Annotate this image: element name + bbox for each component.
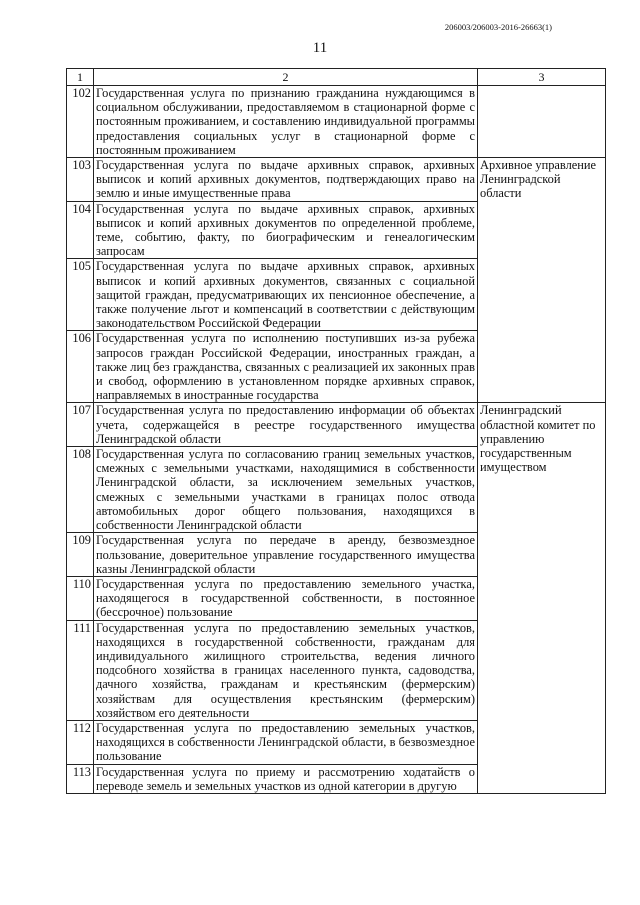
- service-description: Государственная услуга по предоставлению земельных участков, находящихся в государственной собственности, гражданам для индивидуального жилищного строительства, ведения личного подсобного хозяйства в границах населенного пункта, садоводства, дачного хозяйства, гражданам и крестьянским (фермерским) хозяйствам для осуществления крестьянским (фермерским) хозяйством его деятельности: [94, 620, 478, 720]
- header-col-3: 3: [478, 69, 606, 86]
- service-description: Государственная услуга по предоставлению земельного участка, находящегося в государственной собственности, в постоянное (бессрочное) пользование: [94, 576, 478, 620]
- row-number: 107: [67, 403, 94, 447]
- organization-property-committee: Ленинградский областной комитет по управлению государственным имуществом: [478, 403, 606, 793]
- row-number: 104: [67, 201, 94, 259]
- row-number: 111: [67, 620, 94, 720]
- row-number: 106: [67, 331, 94, 403]
- header-col-1: 1: [67, 69, 94, 86]
- service-description: Государственная услуга по выдаче архивных справок, архивных выписок и копий архивных документов, подтверждающих право на землю и иные имущественные права: [94, 158, 478, 202]
- row-number: 113: [67, 764, 94, 793]
- organization-archive: Архивное управление Ленинградской области: [478, 158, 606, 403]
- row-number: 108: [67, 447, 94, 533]
- row-number: 102: [67, 86, 94, 158]
- organization-cell-empty: [478, 86, 606, 158]
- service-description: Государственная услуга по выдаче архивных справок, архивных выписок и копий архивных документов, связанных с социальной защитой граждан, предусматривающих их пенсионное обеспечение, а также получение льгот и компенсаций в соответствии с действующим законодательством Российской Федерации: [94, 259, 478, 331]
- services-table: [66, 68, 606, 794]
- row-number: 112: [67, 720, 94, 764]
- header-col-2: 2: [94, 69, 478, 86]
- row-number: 103: [67, 158, 94, 202]
- table-row: [67, 158, 606, 202]
- service-description: Государственная услуга по передаче в аренду, безвозмездное пользование, доверительное управление государственного имущества казны Ленинградской области: [94, 533, 478, 577]
- row-number: 105: [67, 259, 94, 331]
- service-description: Государственная услуга по предоставлению информации об объектах учета, содержащейся в реестре государственного имущества Ленинградской области: [94, 403, 478, 447]
- row-number: 109: [67, 533, 94, 577]
- service-description: Государственная услуга по выдаче архивных справок, архивных выписок и копий архивных документов по определенной проблеме, теме, событию, факту, по биографическим и генеалогическим запросам: [94, 201, 478, 259]
- document-id: 206003/206003-2016-26663(1): [444, 22, 552, 32]
- table-row: [67, 403, 606, 447]
- table-row: [67, 86, 606, 158]
- service-description: Государственная услуга по приему и рассмотрению ходатайств о переводе земель и земельных участков из одной категории в другую: [94, 764, 478, 793]
- table-header-row: [67, 69, 606, 86]
- service-description: Государственная услуга по признанию гражданина нуждающимся в социальном обслуживании, предоставляемом в стационарной форме с постоянным проживанием, и составлению индивидуальной программы предоставления социальных услуг в стационарной форме с постоянным проживанием: [94, 86, 478, 158]
- service-description: Государственная услуга по согласованию границ земельных участков, смежных с земельными участками, находящимися в собственности Ленинградской области, за исключением земельных участков, смежных с земельными участками в границах полос отвода автомобильных дорог общего пользования, находящихся в собственности Ленинградской области: [94, 447, 478, 533]
- service-description: Государственная услуга по исполнению поступивших из-за рубежа запросов граждан Российской Федерации, иностранных граждан, а также лиц без гражданства, связанных с реализацией их законных прав и свобод, оформлению в установленном порядке архивных справок, направляемых в иностранные государства: [94, 331, 478, 403]
- service-description: Государственная услуга по предоставлению земельных участков, находящихся в собственности Ленинградской области, в безвозмездное пользование: [94, 720, 478, 764]
- page-number: 11: [312, 40, 328, 56]
- row-number: 110: [67, 576, 94, 620]
